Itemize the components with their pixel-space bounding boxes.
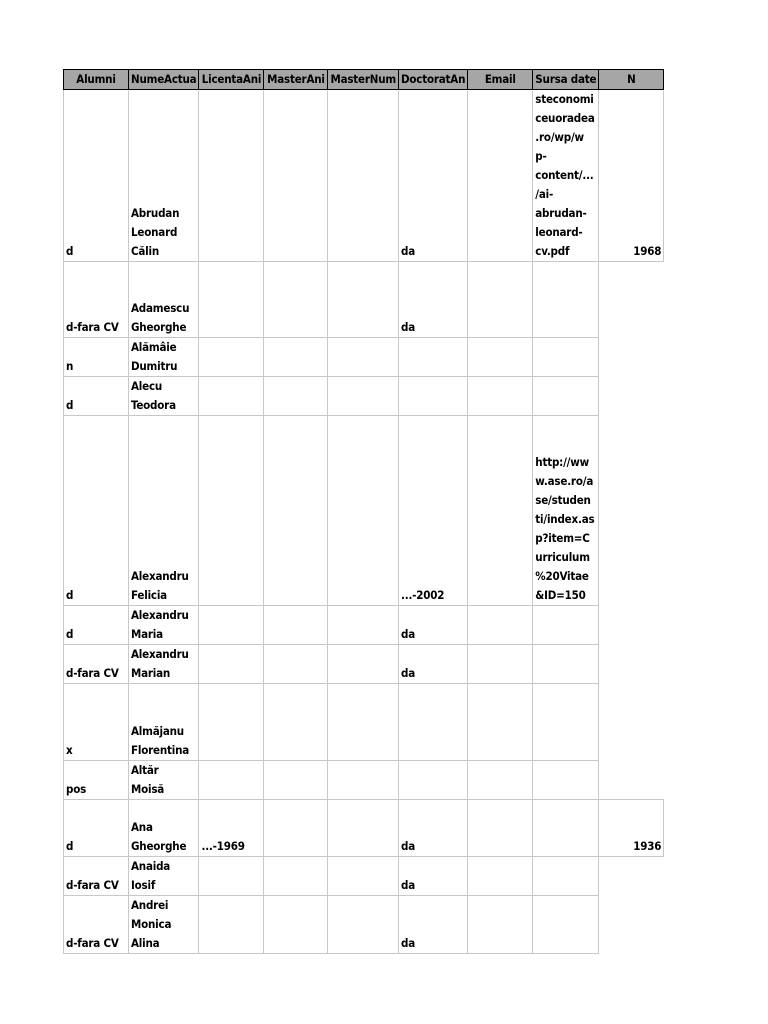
alumni-table: [63, 69, 664, 954]
licenta-cell[interactable]: [199, 90, 264, 262]
name-cell[interactable]: Almăjanu Florentina: [129, 684, 199, 761]
sursa-cell[interactable]: [533, 377, 599, 416]
master-ani-cell[interactable]: [264, 416, 328, 606]
alumni-cell[interactable]: n: [64, 338, 129, 377]
sursa-cell[interactable]: [533, 857, 599, 896]
alumni-cell[interactable]: d-fara CV: [64, 857, 129, 896]
alumni-cell[interactable]: pos: [64, 761, 129, 800]
name-cell[interactable]: Ana Gheorghe: [129, 800, 199, 857]
n-cell[interactable]: [599, 761, 664, 800]
email-cell[interactable]: [468, 684, 533, 761]
email-cell[interactable]: [468, 645, 533, 684]
name-cell[interactable]: Adamescu Gheorghe: [129, 262, 199, 338]
sursa-cell[interactable]: [533, 800, 599, 857]
email-cell[interactable]: [468, 416, 533, 606]
alumni-cell[interactable]: d: [64, 377, 129, 416]
table-row: [64, 800, 664, 857]
n-cell[interactable]: [599, 645, 664, 684]
doctorat-cell[interactable]: [398, 338, 467, 377]
sursa-cell[interactable]: [533, 262, 599, 338]
header-numeactua[interactable]: NumeActua: [129, 70, 199, 90]
header-email[interactable]: Email: [468, 70, 533, 90]
master-ani-cell[interactable]: [264, 606, 328, 645]
table-row: [64, 761, 664, 800]
header-doctoratan[interactable]: DoctoratAn: [398, 70, 467, 90]
master-ani-cell[interactable]: [264, 377, 328, 416]
master-num-cell[interactable]: [328, 761, 399, 800]
alumni-cell[interactable]: d-fara CV: [64, 645, 129, 684]
licenta-cell[interactable]: [199, 338, 264, 377]
name-cell[interactable]: Alexandru Maria: [129, 606, 199, 645]
n-cell[interactable]: [599, 606, 664, 645]
alumni-cell[interactable]: x: [64, 684, 129, 761]
table-row: [64, 896, 664, 954]
master-ani-cell[interactable]: [264, 761, 328, 800]
sursa-cell[interactable]: [533, 645, 599, 684]
master-num-cell[interactable]: [328, 800, 399, 857]
header-licentaani[interactable]: LicentaAni: [199, 70, 264, 90]
name-cell[interactable]: Anaida Iosif: [129, 857, 199, 896]
licenta-cell[interactable]: [199, 761, 264, 800]
master-num-cell[interactable]: [328, 377, 399, 416]
doctorat-cell[interactable]: [398, 377, 467, 416]
table-row: [64, 338, 664, 377]
name-cell[interactable]: Abrudan Leonard Călin: [129, 90, 199, 262]
table-row: [64, 606, 664, 645]
header-row: [64, 70, 664, 90]
alumni-cell[interactable]: d: [64, 416, 129, 606]
n-cell[interactable]: [599, 262, 664, 338]
master-ani-cell[interactable]: [264, 896, 328, 954]
doctorat-cell[interactable]: [398, 684, 467, 761]
sursa-cell[interactable]: [533, 606, 599, 645]
header-sursa-date[interactable]: Sursa date: [533, 70, 599, 90]
sursa-cell[interactable]: steconomi ceuoradea .ro/wp/w p- content/... /ai- abrudan- leonard- cv.pdf: [533, 90, 599, 262]
master-num-cell[interactable]: [328, 896, 399, 954]
name-cell[interactable]: Alexandru Marian: [129, 645, 199, 684]
name-cell[interactable]: Alecu Teodora: [129, 377, 199, 416]
email-cell[interactable]: [468, 606, 533, 645]
master-num-cell[interactable]: [328, 90, 399, 262]
email-cell[interactable]: [468, 90, 533, 262]
master-num-cell[interactable]: [328, 338, 399, 377]
master-num-cell[interactable]: [328, 262, 399, 338]
n-cell[interactable]: 1936: [599, 800, 664, 857]
doctorat-cell[interactable]: da: [398, 645, 467, 684]
table-row: [64, 857, 664, 896]
email-cell[interactable]: [468, 262, 533, 338]
table-row: [64, 377, 664, 416]
licenta-cell[interactable]: [199, 377, 264, 416]
email-cell[interactable]: [468, 761, 533, 800]
doctorat-cell[interactable]: da: [398, 857, 467, 896]
n-cell[interactable]: [599, 377, 664, 416]
master-num-cell[interactable]: [328, 416, 399, 606]
email-cell[interactable]: [468, 338, 533, 377]
master-ani-cell[interactable]: [264, 90, 328, 262]
doctorat-cell[interactable]: da: [398, 90, 467, 262]
table-row: [64, 684, 664, 761]
master-num-cell[interactable]: [328, 684, 399, 761]
name-cell[interactable]: Alexandru Felicia: [129, 416, 199, 606]
master-num-cell[interactable]: [328, 857, 399, 896]
table-row: [64, 90, 664, 262]
master-ani-cell[interactable]: [264, 645, 328, 684]
sursa-cell[interactable]: [533, 338, 599, 377]
alumni-cell[interactable]: d: [64, 800, 129, 857]
alumni-cell[interactable]: d-fara CV: [64, 896, 129, 954]
n-cell[interactable]: [599, 338, 664, 377]
name-cell[interactable]: Altăr Moisă: [129, 761, 199, 800]
master-ani-cell[interactable]: [264, 338, 328, 377]
spreadsheet: [63, 69, 664, 954]
sursa-cell[interactable]: [533, 896, 599, 954]
master-ani-cell[interactable]: [264, 800, 328, 857]
sursa-cell[interactable]: http://ww w.ase.ro/a se/studen ti/index.as p?item=C urriculum %20Vitae &ID=150: [533, 416, 599, 606]
header-masternum[interactable]: MasterNum: [328, 70, 399, 90]
master-ani-cell[interactable]: [264, 684, 328, 761]
sursa-cell[interactable]: [533, 684, 599, 761]
header-masterani[interactable]: MasterAni: [264, 70, 328, 90]
licenta-cell[interactable]: [199, 857, 264, 896]
name-cell[interactable]: Andrei Monica Alina: [129, 896, 199, 954]
licenta-cell[interactable]: [199, 416, 264, 606]
doctorat-cell[interactable]: da: [398, 800, 467, 857]
table-row: [64, 645, 664, 684]
licenta-cell[interactable]: [199, 645, 264, 684]
alumni-cell[interactable]: d-fara CV: [64, 262, 129, 338]
licenta-cell[interactable]: [199, 262, 264, 338]
n-cell[interactable]: [599, 896, 664, 954]
master-ani-cell[interactable]: [264, 857, 328, 896]
licenta-cell[interactable]: ...-1969: [199, 800, 264, 857]
alumni-cell[interactable]: d: [64, 606, 129, 645]
licenta-cell[interactable]: [199, 684, 264, 761]
licenta-cell[interactable]: [199, 606, 264, 645]
master-num-cell[interactable]: [328, 606, 399, 645]
doctorat-cell[interactable]: ...-2002: [398, 416, 467, 606]
n-cell[interactable]: [599, 416, 664, 606]
email-cell[interactable]: [468, 896, 533, 954]
header-alumni[interactable]: Alumni: [64, 70, 129, 90]
doctorat-cell[interactable]: da: [398, 896, 467, 954]
n-cell[interactable]: 1968: [599, 90, 664, 262]
email-cell[interactable]: [468, 800, 533, 857]
master-ani-cell[interactable]: [264, 262, 328, 338]
email-cell[interactable]: [468, 857, 533, 896]
sursa-cell[interactable]: [533, 761, 599, 800]
n-cell[interactable]: [599, 684, 664, 761]
master-num-cell[interactable]: [328, 645, 399, 684]
doctorat-cell[interactable]: da: [398, 606, 467, 645]
name-cell[interactable]: Alămâie Dumitru: [129, 338, 199, 377]
header-n[interactable]: N: [599, 70, 664, 90]
doctorat-cell[interactable]: da: [398, 262, 467, 338]
table-row: [64, 416, 664, 606]
email-cell[interactable]: [468, 377, 533, 416]
licenta-cell[interactable]: [199, 896, 264, 954]
alumni-cell[interactable]: d: [64, 90, 129, 262]
table-row: [64, 262, 664, 338]
n-cell[interactable]: [599, 857, 664, 896]
doctorat-cell[interactable]: [398, 761, 467, 800]
